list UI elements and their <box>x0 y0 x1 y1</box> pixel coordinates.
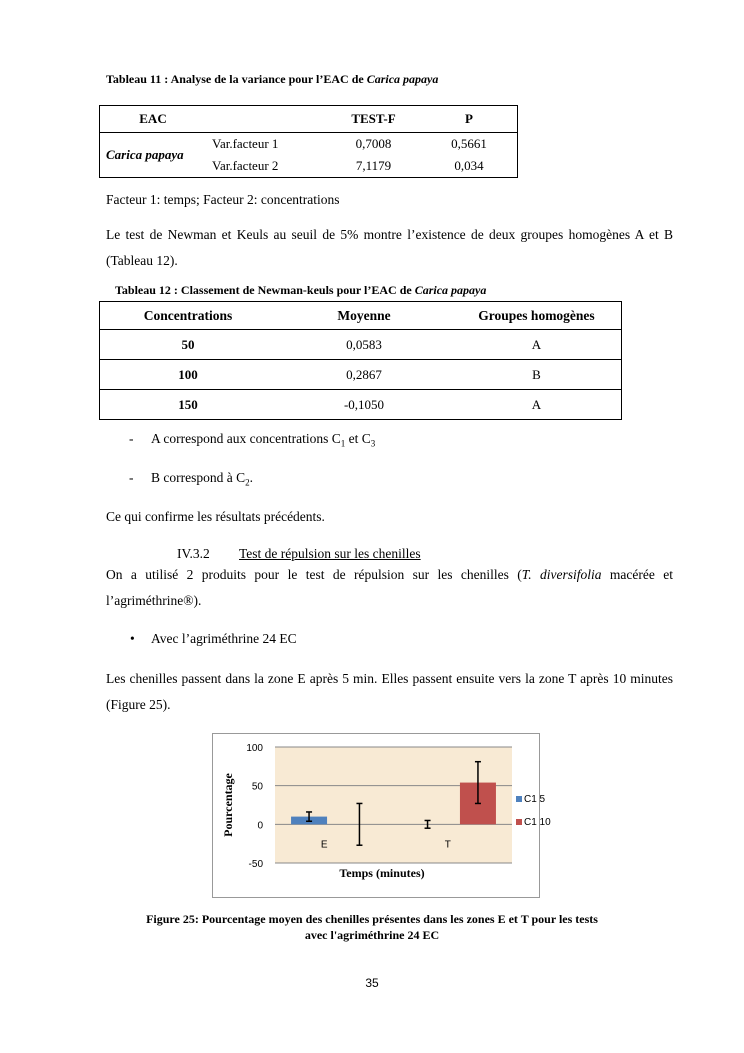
table12-caption: Tableau 12 : Classement de Newman-keuls pour l’EAC de Carica papaya <box>115 283 487 297</box>
y-tick-label: -50 <box>248 859 263 870</box>
list-item: - B correspond à $C_2$. <box>129 470 253 488</box>
paragraph: Les chenilles passent dans la zone E après 5 min. Elles passent ensuite vers la zone T après 10 minutes (Figure 25). <box>106 671 673 712</box>
y-tick-label: 50 <box>251 781 263 793</box>
bullet-item: • Avec l’agriméthrine 24 EC <box>130 631 297 646</box>
list-item: - A correspond aux concentrations $C_1$ et $C_3$ <box>129 431 376 449</box>
legend-label: C1 5 <box>524 794 546 805</box>
paragraph: Ce qui confirme les résultats précédents. <box>106 509 325 524</box>
anova-table: EAC TEST-F P Carica papaya Var.facteur 1 0,7008 0,5661 Var.facteur 2 7,1179 0,034 <box>99 105 518 178</box>
paragraph: Le test de Newman et Keuls au seuil de 5% montre l’existence de deux groupes homogènes A et B (Tableau 12). <box>106 227 673 268</box>
y-axis-label: Pourcentage <box>221 773 235 837</box>
x-tick-label: E <box>320 839 328 851</box>
x-axis-label: Temps (minutes) <box>339 866 425 880</box>
table11-note: Facteur 1: temps; Facteur 2: concentrations <box>106 192 340 207</box>
legend-swatch <box>516 819 522 825</box>
page-number: 35 <box>365 976 379 990</box>
paragraph: On a utilisé 2 produits pour le test de répulsion sur les chenilles (T. diversifolia macérée et l’agriméthrine®). <box>106 567 673 608</box>
y-tick-label: 100 <box>246 743 263 754</box>
newman-keuls-table: Concentrations Moyenne Groupes homogènes 50 0,0583 A 100 0,2867 B 150 -0,1050 A <box>99 301 622 420</box>
table11-caption: Tableau 11 : Analyse de la variance pour l’EAC de Carica papaya <box>106 72 439 86</box>
legend-swatch <box>516 796 522 802</box>
y-tick-label: 0 <box>257 820 263 832</box>
x-tick-label: T <box>444 839 451 851</box>
bar-chart <box>212 733 551 898</box>
legend-label: C1 10 <box>524 817 551 828</box>
section-heading: IV.3.2 Test de répulsion sur les chenilles <box>177 546 421 561</box>
figure-caption: Figure 25: Pourcentage moyen des chenilles présentes dans les zones E et T pour les tests avec l'agriméthrine 24 EC <box>146 912 598 942</box>
